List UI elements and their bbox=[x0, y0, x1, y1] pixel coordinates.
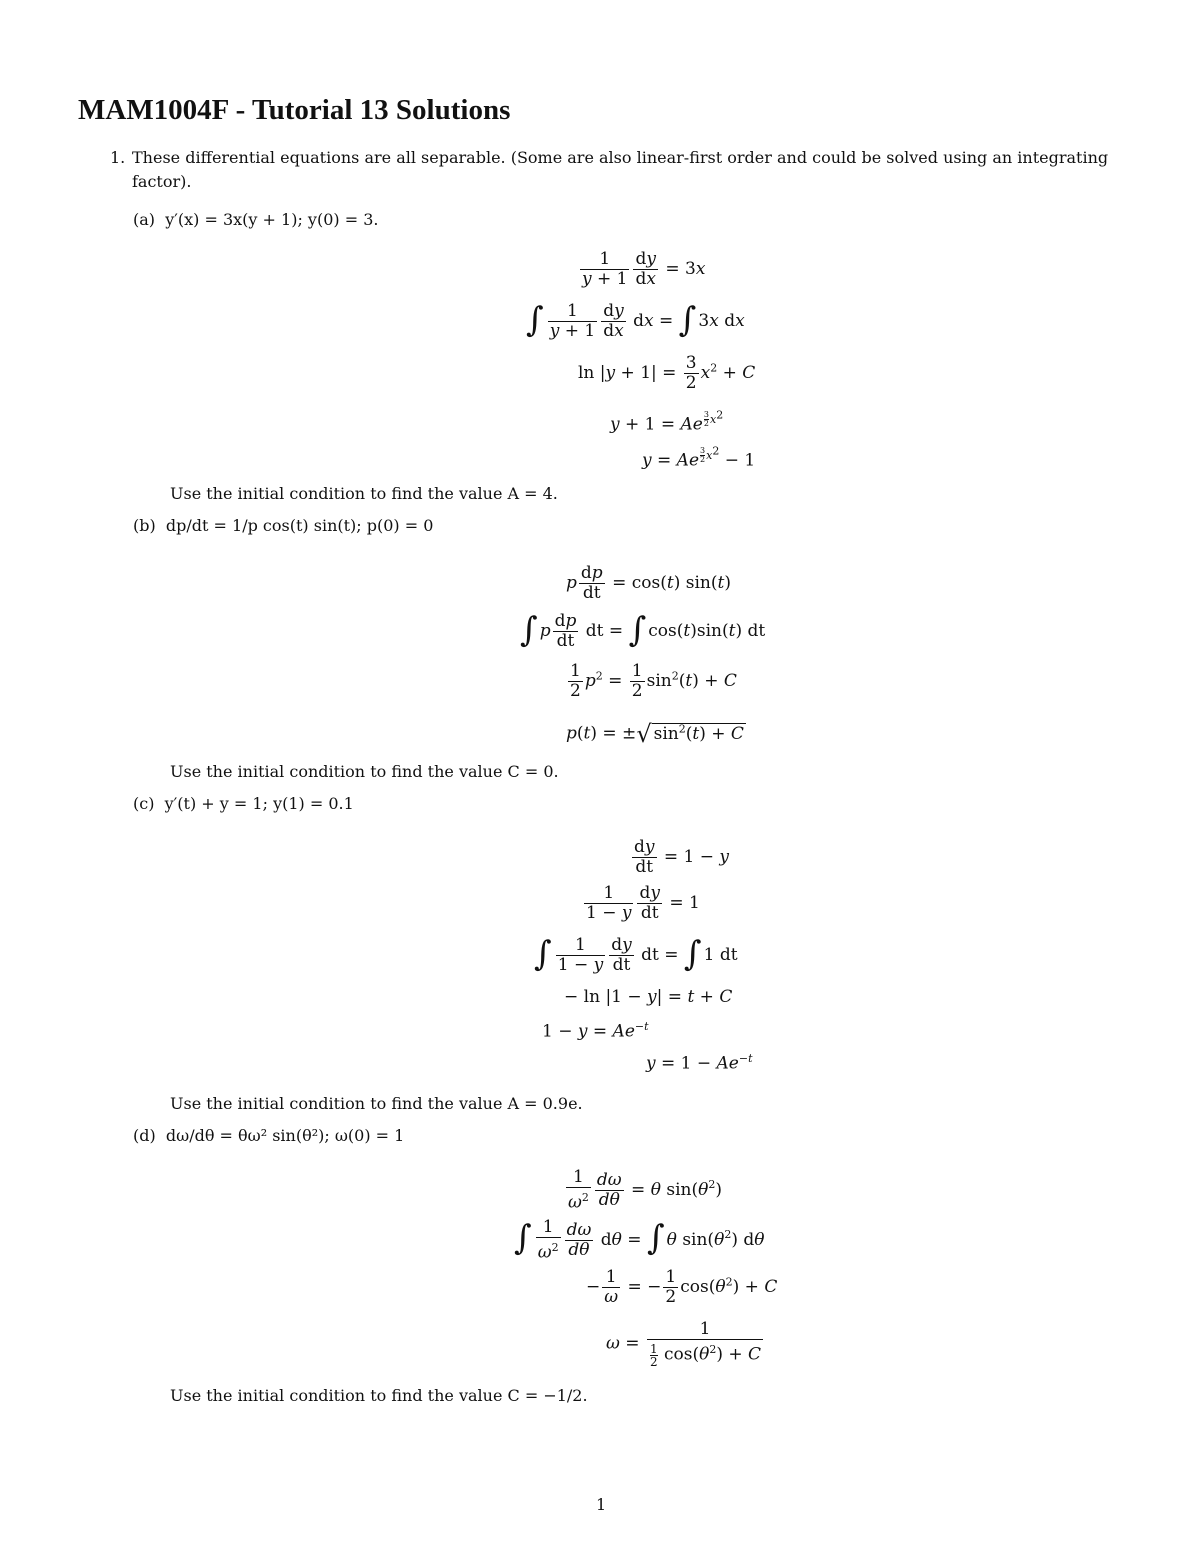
equation: $\frac{1}{2}$ $p^2$ = $\frac{1}{2}$ $\sin^2(t) + C$ bbox=[570, 661, 737, 701]
part-b-statement: dp/dt = 1/p cos(t) sin(t); p(0) = 0 bbox=[165, 516, 434, 535]
part-c-statement: y′(t) + y = 1; y(1) = 0.1 bbox=[164, 794, 354, 813]
equation: y + 1 = Ae $^{\frac{3}{2} x^2}$ bbox=[610, 408, 724, 435]
equation: ∫ p $\frac{dp}{dt}$ dt = ∫ cos(t)sin(t) dt bbox=[520, 609, 766, 651]
equation: ln |y + 1| = $\frac{3}{2}$ $x^2 + C$ bbox=[578, 353, 756, 393]
problem-intro bbox=[112, 146, 1132, 194]
part-c-note: Use the initial condition to find the value A = 0.9e. bbox=[170, 1094, 583, 1113]
part-d-problem bbox=[133, 1124, 404, 1148]
equation: ∫ $\frac{1}{1 - y}$ $\frac{dy}{dt}$ dt = ∫ 1 dt bbox=[534, 933, 738, 975]
equation: ω = 1 $\frac{1}{2}$ $\cos(\theta^2) + C$ bbox=[606, 1319, 762, 1369]
equation: $\frac{dy}{dt}$ = 1 − y bbox=[634, 837, 730, 877]
page-number: 1 bbox=[596, 1495, 607, 1514]
page-title: MAM1004F - Tutorial 13 Solutions bbox=[78, 94, 511, 126]
part-a-statement: y′(x) = 3x(y + 1); y(0) = 3. bbox=[165, 210, 379, 229]
part-a-note: Use the initial condition to find the value A = 4. bbox=[170, 484, 558, 503]
part-b-label: (b) bbox=[133, 516, 156, 535]
part-b-problem bbox=[133, 514, 433, 538]
part-d-label: (d) bbox=[133, 1126, 156, 1145]
part-a-problem bbox=[133, 208, 378, 232]
equation: ∫ $\frac{1}{y + 1}$ $\frac{dy}{dx}$ dx = ∫ 3x dx bbox=[526, 299, 745, 341]
part-b-note: Use the initial condition to find the value C = 0. bbox=[170, 762, 559, 781]
equation: p $\frac{dp}{dt}$ = cos(t) sin(t) bbox=[566, 563, 731, 603]
equation: − $\frac{1}{\omega}$ = − $\frac{1}{2}$ $\cos(\theta^2) + C$ bbox=[586, 1267, 778, 1307]
part-d-statement: dω/dθ = θω² sin(θ²); ω(0) = 1 bbox=[165, 1126, 405, 1145]
equation: $y = 1 - Ae^{-t}$ bbox=[646, 1052, 753, 1074]
part-c-label: (c) bbox=[133, 794, 155, 813]
equation: $\frac{1}{y + 1}$ $\frac{dy}{dx}$ = 3x bbox=[582, 249, 706, 289]
equation: $\frac{1}{1 - y}$ $\frac{dy}{dt}$ = 1 bbox=[586, 883, 700, 923]
equation: p(t) = ±√ $\sin^2(t) + C$ bbox=[566, 720, 744, 749]
part-d-note: Use the initial condition to find the value C = −1/2. bbox=[170, 1386, 588, 1405]
part-c-problem bbox=[133, 792, 354, 816]
problem-number: 1. bbox=[110, 148, 126, 167]
equation: ∫ $\frac{1}{\omega^2}$ $\frac{d\omega}{d\theta}$ dθ = ∫ θ $\sin(\theta^2)$ dθ bbox=[514, 1217, 765, 1263]
equation: $1 - y = Ae^{-t}$ bbox=[542, 1020, 649, 1042]
equation: y = Ae $^{\frac{3}{2} x^2}$ − 1 bbox=[642, 444, 756, 471]
equation: − ln |1 − y| = t + C bbox=[564, 987, 733, 1007]
intro-text: These differential equations are all separable. (Some are also linear-first order and could be solved using an integrating factor). bbox=[132, 148, 1109, 191]
equation: $\frac{1}{\omega^2}$ $\frac{d\omega}{d\theta}$ = θ $\sin(\theta^2)$ bbox=[568, 1167, 722, 1213]
part-a-label: (a) bbox=[133, 210, 156, 229]
